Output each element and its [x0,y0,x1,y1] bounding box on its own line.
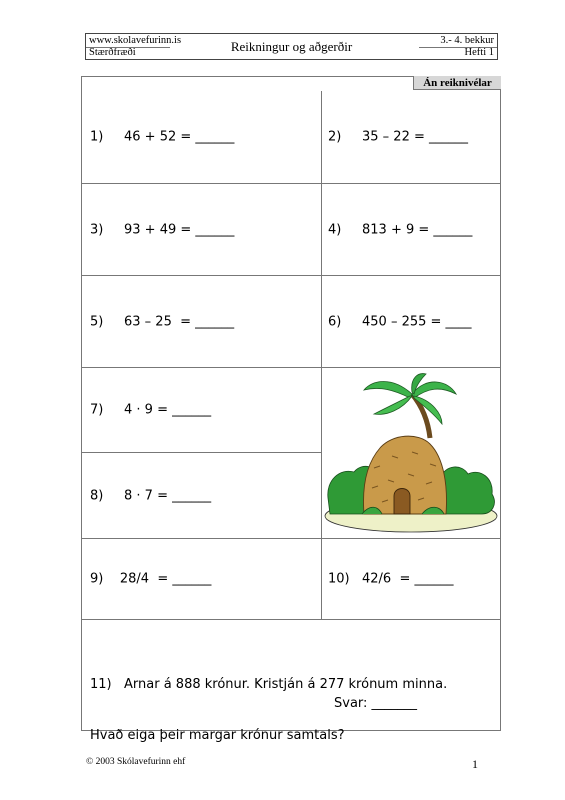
palm-leaf [412,382,456,398]
problem-cell [82,453,321,538]
problem-cell [82,91,322,183]
problem-6: 6) 450 – 255 = ____ [328,314,472,329]
no-calculator-tag: Án reiknivélar [413,76,501,90]
calculator-tag-row [82,76,500,91]
word-problem [82,620,500,743]
header-right [440,35,494,59]
problem-cell [322,184,500,275]
palm-leaf [374,396,412,414]
problem-cell [82,276,322,367]
problem-8: 8) 8 · 7 = ______ [90,488,212,503]
grade-label: 3.- 4. bekkur [440,35,494,46]
problem-cell [82,368,321,453]
problem-7: 7) 4 · 9 = ______ [90,402,212,418]
problem-row [82,276,500,368]
hut-door [394,489,410,515]
palm-leaf [364,382,412,399]
page-number: 1 [472,757,478,771]
booklet-label: Hefti 1 [464,47,494,58]
subject-label: Stærðfræði [89,47,136,58]
problem-2: 2) 35 – 22 = ______ [328,129,469,145]
problem-4: 4) 813 + 9 = ______ [328,222,473,237]
worksheet-title: Reikningur og aðgerðir [230,39,353,54]
problem-row [82,184,500,276]
problem-1: 1) 46 + 52 = ______ [90,129,235,145]
problem-10: 10) 42/6 = ______ [328,571,454,587]
problem-cell [322,539,500,619]
problem-cell [322,91,500,183]
illustration-cell [322,368,500,538]
worksheet [81,76,501,743]
hut-palm-illustration [322,368,500,539]
word-problem-line-2: Hvað eiga þeir margar krónur samtals? [90,728,345,743]
copyright: © 2003 Skólavefurinn ehf [86,757,186,767]
problem-cell [322,276,500,367]
word-problem-line-1: 11) Arnar á 888 krónur. Kristján á 277 krónum minna. [90,677,448,692]
problem-5: 5) 63 – 25 = ______ [90,314,235,329]
problem-3: 3) 93 + 49 = ______ [90,222,235,237]
right-bush [440,467,494,514]
page-header [85,33,498,60]
problem-row [82,368,500,539]
problem-cell [82,184,322,275]
problem-cell [82,539,322,619]
problem-row [82,539,500,620]
problem-9: 9) 28/4 = ______ [90,571,212,587]
split-cell [82,368,322,538]
problem-row [82,91,500,184]
site-url: www.skolavefurinn.is [89,35,182,46]
answer-blank: Svar: _______ [334,696,418,711]
